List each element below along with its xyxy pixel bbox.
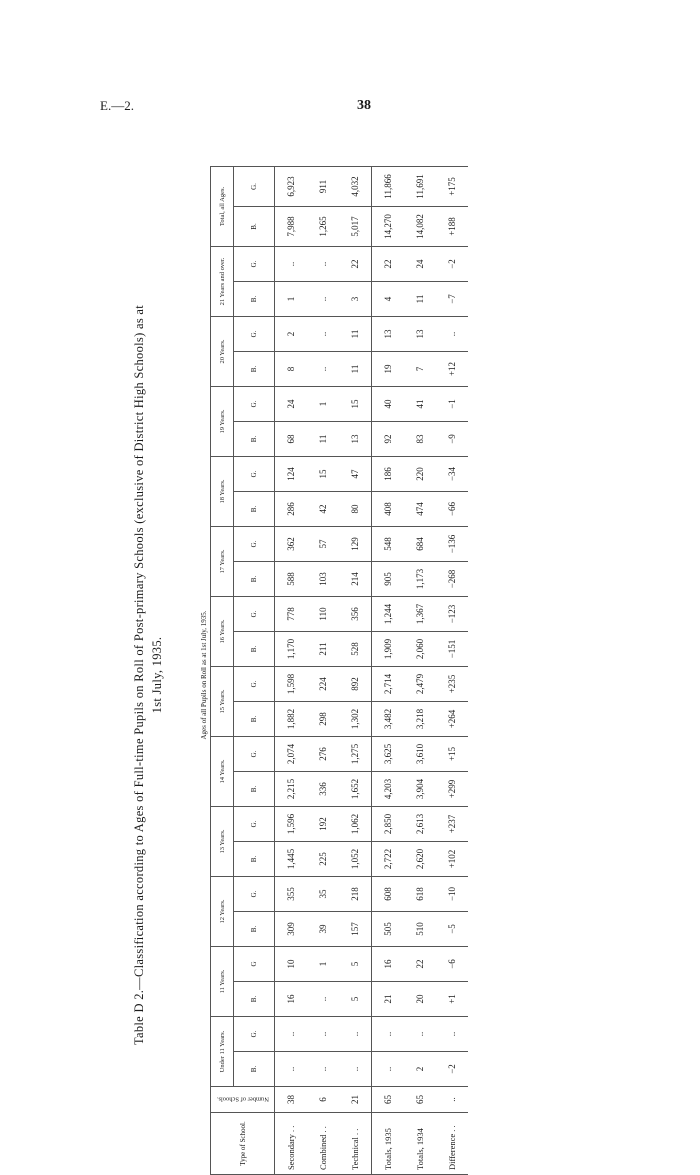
- value-cell: 224: [307, 667, 339, 702]
- value-cell: +299: [436, 772, 468, 807]
- value-cell: 588: [275, 562, 308, 597]
- value-cell: 6,923: [275, 166, 308, 206]
- value-cell: −6: [436, 947, 468, 982]
- ages-header: Ages of all Pupils on Roll as at 1st July, 1935.: [200, 610, 208, 740]
- value-cell: 83: [404, 422, 436, 457]
- value-cell: 778: [275, 597, 308, 632]
- value-cell: 548: [372, 527, 405, 562]
- value-cell: −10: [436, 877, 468, 912]
- value-cell: 3,625: [372, 737, 405, 772]
- value-cell: +15: [436, 737, 468, 772]
- value-cell: 2,722: [372, 842, 405, 877]
- value-cell: 3,904: [404, 772, 436, 807]
- boys-header: B.: [234, 562, 275, 597]
- value-cell: 2,479: [404, 667, 436, 702]
- table-row: [372, 166, 405, 1174]
- value-cell: 7,988: [275, 207, 308, 247]
- school-type-cell: Totals, 1934: [404, 1113, 436, 1175]
- boys-header: B.: [234, 1052, 275, 1087]
- value-cell: 11: [404, 282, 436, 317]
- value-cell: ..: [404, 1017, 436, 1052]
- girls-header: G.: [234, 877, 275, 912]
- value-cell: 510: [404, 912, 436, 947]
- girls-header: G.: [234, 247, 275, 282]
- value-cell: ..: [436, 1017, 468, 1052]
- value-cell: 15: [307, 457, 339, 492]
- girls-header: G.: [234, 317, 275, 352]
- value-cell: 22: [339, 247, 372, 282]
- value-cell: −2: [436, 1052, 468, 1087]
- girls-header: G.: [234, 387, 275, 422]
- age-group-header: 16 Years.: [211, 597, 234, 667]
- value-cell: 3: [339, 282, 372, 317]
- girls-header: G.: [234, 597, 275, 632]
- value-cell: 684: [404, 527, 436, 562]
- value-cell: 41: [404, 387, 436, 422]
- value-cell: 1,445: [275, 842, 308, 877]
- value-cell: ..: [436, 317, 468, 352]
- value-cell: 8: [275, 352, 308, 387]
- value-cell: 14,270: [372, 207, 405, 247]
- boys-header: B.: [234, 842, 275, 877]
- value-cell: ..: [307, 982, 339, 1017]
- value-cell: 505: [372, 912, 405, 947]
- table-caption: [130, 175, 166, 1175]
- table-body: [275, 166, 469, 1174]
- age-group-header: 13 Years.: [211, 807, 234, 877]
- value-cell: 4,203: [372, 772, 405, 807]
- rotated-table-block: [130, 175, 610, 1175]
- table-row: [275, 166, 308, 1174]
- value-cell: 336: [307, 772, 339, 807]
- value-cell: 19: [372, 352, 405, 387]
- value-cell: 14,082: [404, 207, 436, 247]
- age-group-header: 15 Years.: [211, 667, 234, 737]
- value-cell: ..: [339, 1052, 372, 1087]
- value-cell: 1,173: [404, 562, 436, 597]
- value-cell: 11: [339, 352, 372, 387]
- value-cell: 39: [307, 912, 339, 947]
- age-group-header: 11 Years.: [211, 947, 234, 1017]
- age-group-header: 20 Years.: [211, 317, 234, 387]
- value-cell: 13: [372, 317, 405, 352]
- table-row: [404, 166, 436, 1174]
- age-group-header: 19 Years.: [211, 387, 234, 457]
- group-header-row: [211, 166, 234, 1174]
- value-cell: −66: [436, 492, 468, 527]
- value-cell: 11,691: [404, 166, 436, 206]
- table-row: [307, 166, 339, 1174]
- value-cell: 1,598: [275, 667, 308, 702]
- boys-header: B.: [234, 982, 275, 1017]
- number-of-schools-cell: ..: [436, 1087, 468, 1113]
- value-cell: 1,170: [275, 632, 308, 667]
- value-cell: 5,017: [339, 207, 372, 247]
- value-cell: ..: [275, 1017, 308, 1052]
- value-cell: 11: [307, 422, 339, 457]
- table-row: [339, 166, 372, 1174]
- age-group-header: Total, all Ages.: [211, 166, 234, 246]
- value-cell: +264: [436, 702, 468, 737]
- number-of-schools-cell: 21: [339, 1087, 372, 1113]
- value-cell: ..: [307, 1017, 339, 1052]
- value-cell: 3,482: [372, 702, 405, 737]
- value-cell: 1,302: [339, 702, 372, 737]
- value-cell: ..: [372, 1017, 405, 1052]
- value-cell: 35: [307, 877, 339, 912]
- value-cell: 528: [339, 632, 372, 667]
- value-cell: +175: [436, 166, 468, 206]
- value-cell: +235: [436, 667, 468, 702]
- boys-header: B.: [234, 282, 275, 317]
- number-of-schools-cell: 38: [275, 1087, 308, 1113]
- value-cell: 10: [275, 947, 308, 982]
- value-cell: 225: [307, 842, 339, 877]
- value-cell: 2: [404, 1052, 436, 1087]
- value-cell: 309: [275, 912, 308, 947]
- value-cell: 2,620: [404, 842, 436, 877]
- value-cell: +188: [436, 207, 468, 247]
- value-cell: −7: [436, 282, 468, 317]
- girls-header: G.: [234, 737, 275, 772]
- girls-header: G.: [234, 166, 275, 206]
- value-cell: −1: [436, 387, 468, 422]
- value-cell: −151: [436, 632, 468, 667]
- value-cell: 211: [307, 632, 339, 667]
- age-group-header: 14 Years.: [211, 737, 234, 807]
- school-type-cell: Technical . .: [339, 1113, 372, 1175]
- value-cell: 1,882: [275, 702, 308, 737]
- value-cell: ..: [307, 247, 339, 282]
- value-cell: 286: [275, 492, 308, 527]
- value-cell: 3,610: [404, 737, 436, 772]
- value-cell: 20: [404, 982, 436, 1017]
- value-cell: 186: [372, 457, 405, 492]
- value-cell: 4,032: [339, 166, 372, 206]
- sex-header-row: [234, 166, 275, 1174]
- boys-header: B.: [234, 422, 275, 457]
- value-cell: 1,265: [307, 207, 339, 247]
- school-type-cell: Secondary . .: [275, 1113, 308, 1175]
- value-cell: 220: [404, 457, 436, 492]
- value-cell: 276: [307, 737, 339, 772]
- value-cell: 11,866: [372, 166, 405, 206]
- value-cell: 905: [372, 562, 405, 597]
- boys-header: B.: [234, 207, 275, 247]
- girls-header: G.: [234, 457, 275, 492]
- value-cell: ..: [307, 317, 339, 352]
- girls-header: G: [234, 947, 275, 982]
- age-group-header: 12 Years.: [211, 877, 234, 947]
- value-cell: 80: [339, 492, 372, 527]
- value-cell: 24: [404, 247, 436, 282]
- value-cell: ..: [307, 282, 339, 317]
- value-cell: 11: [339, 317, 372, 352]
- page-number: 38: [357, 98, 371, 113]
- value-cell: 1,275: [339, 737, 372, 772]
- value-cell: 355: [275, 877, 308, 912]
- value-cell: ..: [339, 1017, 372, 1052]
- caption-line-2: 1st July, 1935.: [150, 636, 164, 714]
- value-cell: 1,909: [372, 632, 405, 667]
- age-group-header: 21 Years and over.: [211, 247, 234, 317]
- value-cell: ..: [372, 1052, 405, 1087]
- page-code: E.—2.: [100, 98, 134, 113]
- value-cell: 1: [307, 947, 339, 982]
- boys-header: B.: [234, 912, 275, 947]
- value-cell: 42: [307, 492, 339, 527]
- value-cell: −268: [436, 562, 468, 597]
- value-cell: 214: [339, 562, 372, 597]
- value-cell: 2: [275, 317, 308, 352]
- value-cell: 22: [404, 947, 436, 982]
- value-cell: 47: [339, 457, 372, 492]
- value-cell: 57: [307, 527, 339, 562]
- number-of-schools-cell: 65: [372, 1087, 405, 1113]
- boys-header: B.: [234, 492, 275, 527]
- value-cell: 356: [339, 597, 372, 632]
- value-cell: 110: [307, 597, 339, 632]
- school-type-cell: Totals, 1935: [372, 1113, 405, 1175]
- value-cell: 4: [372, 282, 405, 317]
- number-of-schools-cell: 6: [307, 1087, 339, 1113]
- value-cell: ..: [307, 352, 339, 387]
- school-type-cell: Difference . .: [436, 1113, 468, 1175]
- value-cell: 911: [307, 166, 339, 206]
- value-cell: −5: [436, 912, 468, 947]
- girls-header: G.: [234, 807, 275, 842]
- value-cell: 5: [339, 982, 372, 1017]
- value-cell: 1: [307, 387, 339, 422]
- school-type-cell: Combined . .: [307, 1113, 339, 1175]
- value-cell: 129: [339, 527, 372, 562]
- value-cell: 2,074: [275, 737, 308, 772]
- value-cell: 1,596: [275, 807, 308, 842]
- value-cell: 15: [339, 387, 372, 422]
- value-cell: 13: [404, 317, 436, 352]
- value-cell: 124: [275, 457, 308, 492]
- caption-line-1: Table D 2.—Classification according to Ages of Full-time Pupils on Roll of Post-primary Schools (exclusive of District High Schools) as at: [132, 304, 146, 1046]
- value-cell: 157: [339, 912, 372, 947]
- boys-header: B.: [234, 702, 275, 737]
- value-cell: −2: [436, 247, 468, 282]
- value-cell: 2,613: [404, 807, 436, 842]
- value-cell: 21: [372, 982, 405, 1017]
- value-cell: −9: [436, 422, 468, 457]
- value-cell: ..: [307, 1052, 339, 1087]
- boys-header: B.: [234, 772, 275, 807]
- value-cell: 13: [339, 422, 372, 457]
- value-cell: 192: [307, 807, 339, 842]
- value-cell: 618: [404, 877, 436, 912]
- value-cell: 3,218: [404, 702, 436, 737]
- value-cell: 1,367: [404, 597, 436, 632]
- value-cell: +12: [436, 352, 468, 387]
- value-cell: 24: [275, 387, 308, 422]
- value-cell: 2,215: [275, 772, 308, 807]
- age-group-header: 18 Years.: [211, 457, 234, 527]
- value-cell: 1,652: [339, 772, 372, 807]
- value-cell: 362: [275, 527, 308, 562]
- girls-header: G.: [234, 667, 275, 702]
- value-cell: 408: [372, 492, 405, 527]
- value-cell: 1: [275, 282, 308, 317]
- age-classification-table: [210, 166, 468, 1175]
- value-cell: ..: [275, 247, 308, 282]
- number-of-schools-header: Number of Schools.: [211, 1087, 275, 1113]
- value-cell: 474: [404, 492, 436, 527]
- value-cell: 2,714: [372, 667, 405, 702]
- value-cell: 1,062: [339, 807, 372, 842]
- girls-header: G.: [234, 1017, 275, 1052]
- number-of-schools-cell: 65: [404, 1087, 436, 1113]
- value-cell: 92: [372, 422, 405, 457]
- value-cell: 22: [372, 247, 405, 282]
- value-cell: 16: [275, 982, 308, 1017]
- value-cell: −34: [436, 457, 468, 492]
- value-cell: 608: [372, 877, 405, 912]
- value-cell: +237: [436, 807, 468, 842]
- value-cell: 298: [307, 702, 339, 737]
- value-cell: ..: [275, 1052, 308, 1087]
- value-cell: 16: [372, 947, 405, 982]
- girls-header: G.: [234, 527, 275, 562]
- value-cell: 1,052: [339, 842, 372, 877]
- value-cell: 5: [339, 947, 372, 982]
- value-cell: 68: [275, 422, 308, 457]
- table-row: [436, 166, 468, 1174]
- boys-header: B.: [234, 632, 275, 667]
- value-cell: 892: [339, 667, 372, 702]
- value-cell: −123: [436, 597, 468, 632]
- value-cell: 103: [307, 562, 339, 597]
- value-cell: 2,060: [404, 632, 436, 667]
- value-cell: 1,244: [372, 597, 405, 632]
- value-cell: 2,850: [372, 807, 405, 842]
- value-cell: 218: [339, 877, 372, 912]
- value-cell: 40: [372, 387, 405, 422]
- type-of-school-header: Type of School.: [211, 1113, 275, 1175]
- value-cell: +1: [436, 982, 468, 1017]
- age-group-header: 17 Years.: [211, 527, 234, 597]
- value-cell: 7: [404, 352, 436, 387]
- value-cell: −136: [436, 527, 468, 562]
- boys-header: B.: [234, 352, 275, 387]
- value-cell: +102: [436, 842, 468, 877]
- age-group-header: Under 11 Years.: [211, 1017, 234, 1087]
